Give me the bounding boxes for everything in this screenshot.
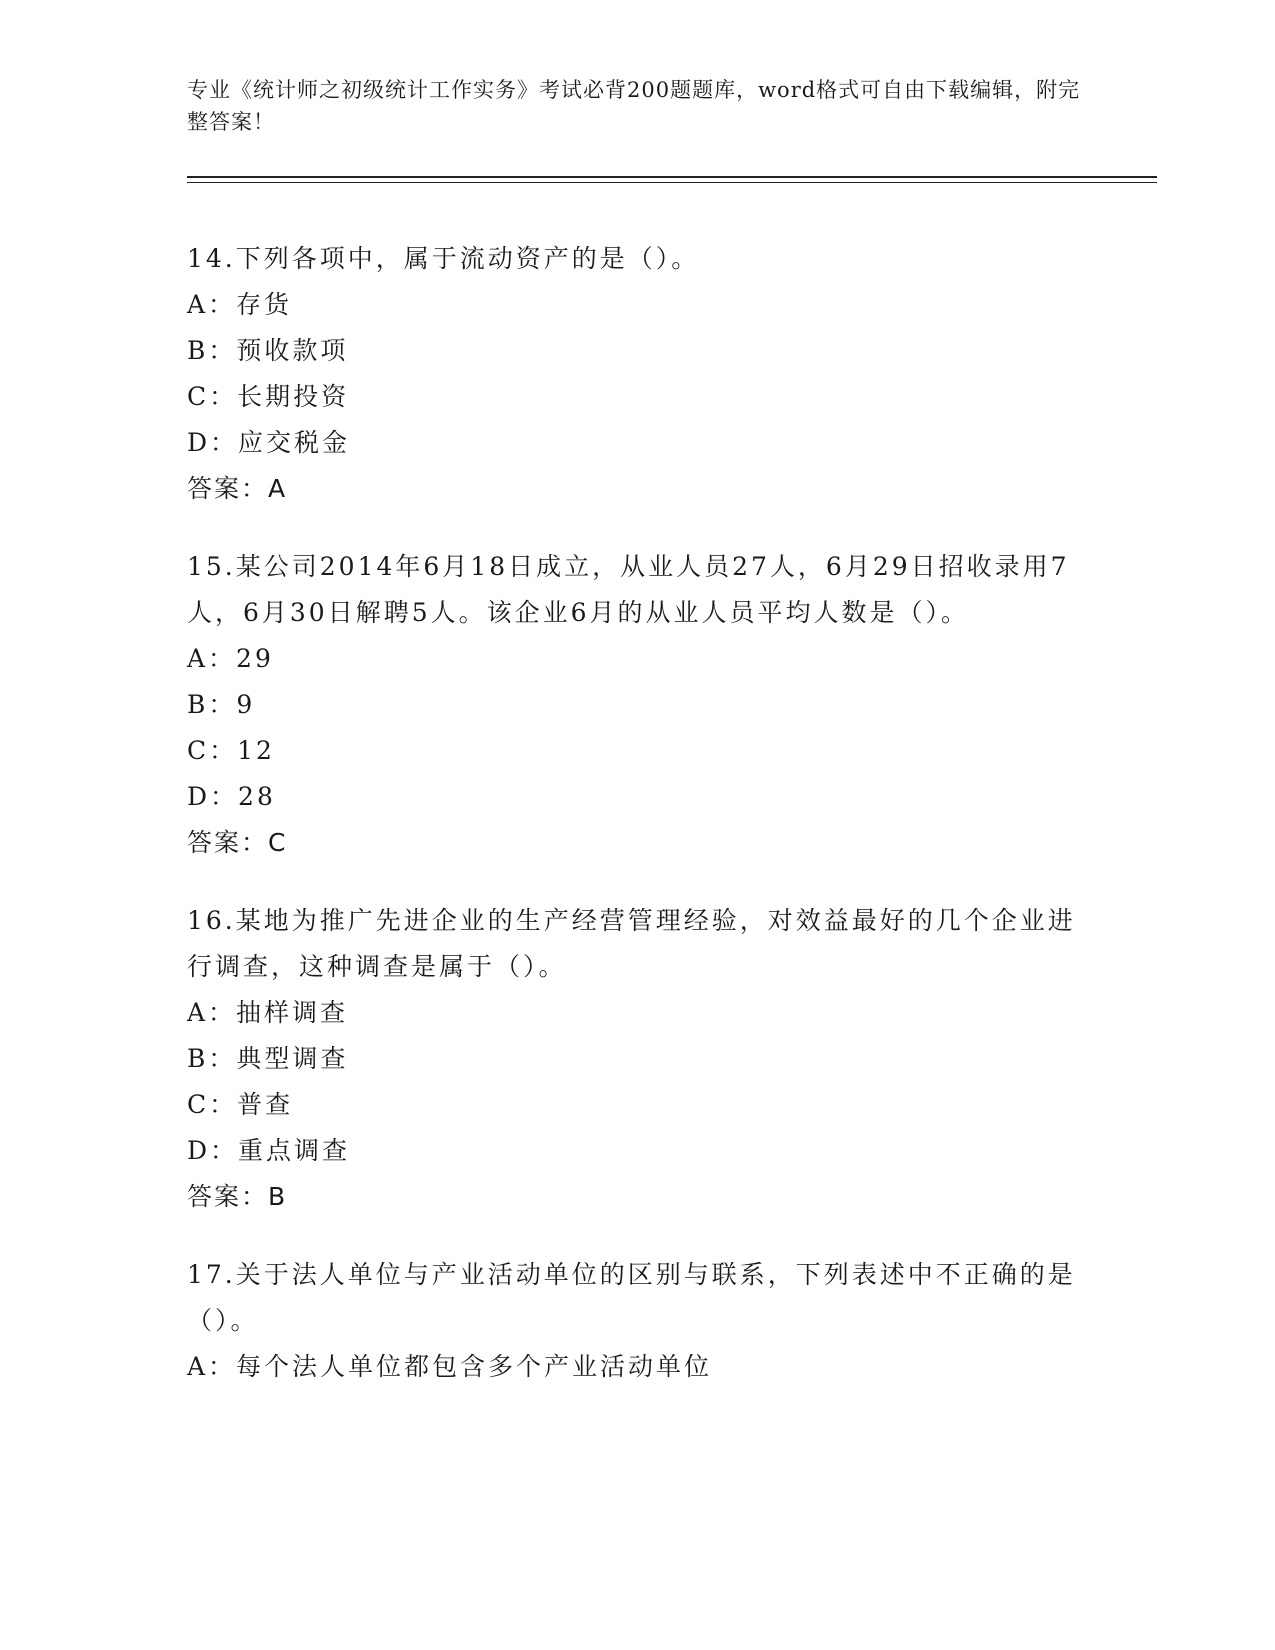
option-a: A：每个法人单位都包含多个产业活动单位 [187,1352,713,1381]
option-a: A：存货 [187,290,293,319]
question-stem: 14.下列各项中，属于流动资产的是（）。 [187,244,700,273]
option-b: B：典型调查 [187,1044,349,1073]
option-d: D：应交税金 [187,428,351,457]
question-15 [187,544,1087,866]
document-header: 专业《统计师之初级统计工作实务》考试必背200题题库，word格式可自由下载编辑，附完整答案！ [187,78,1081,134]
question-stem: 16.某地为推广先进企业的生产经营管理经验，对效益最好的几个企业进行调查，这种调查是属于（）。 [187,906,1076,981]
option-b: B：预收款项 [187,336,349,365]
option-a: A：抽样调查 [187,998,349,1027]
question-stem: 17.关于法人单位与产业活动单位的区别与联系，下列表述中不正确的是（）。 [187,1260,1076,1335]
option-a: A：29 [187,644,274,673]
question-list [187,236,1087,1422]
answer-line: 答案：C [187,828,288,857]
option-b: B：9 [187,690,256,719]
option-d: D：重点调查 [187,1136,351,1165]
option-c: C：长期投资 [187,382,350,411]
option-d: D：28 [187,782,276,811]
option-c: C：普查 [187,1090,294,1119]
question-17 [187,1252,1087,1390]
question-14 [187,236,1087,512]
option-c: C：12 [187,736,275,765]
question-stem: 15.某公司2014年6月18日成立，从业人员27人，6月29日招收录用7人，6月30日解聘5人。该企业6月的从业人员平均人数是（）。 [187,552,1070,627]
header-divider-thick [187,176,1157,178]
header-divider-thin [187,182,1157,183]
answer-line: 答案：B [187,1182,288,1211]
answer-line: 答案：A [187,474,288,503]
question-16 [187,898,1087,1220]
